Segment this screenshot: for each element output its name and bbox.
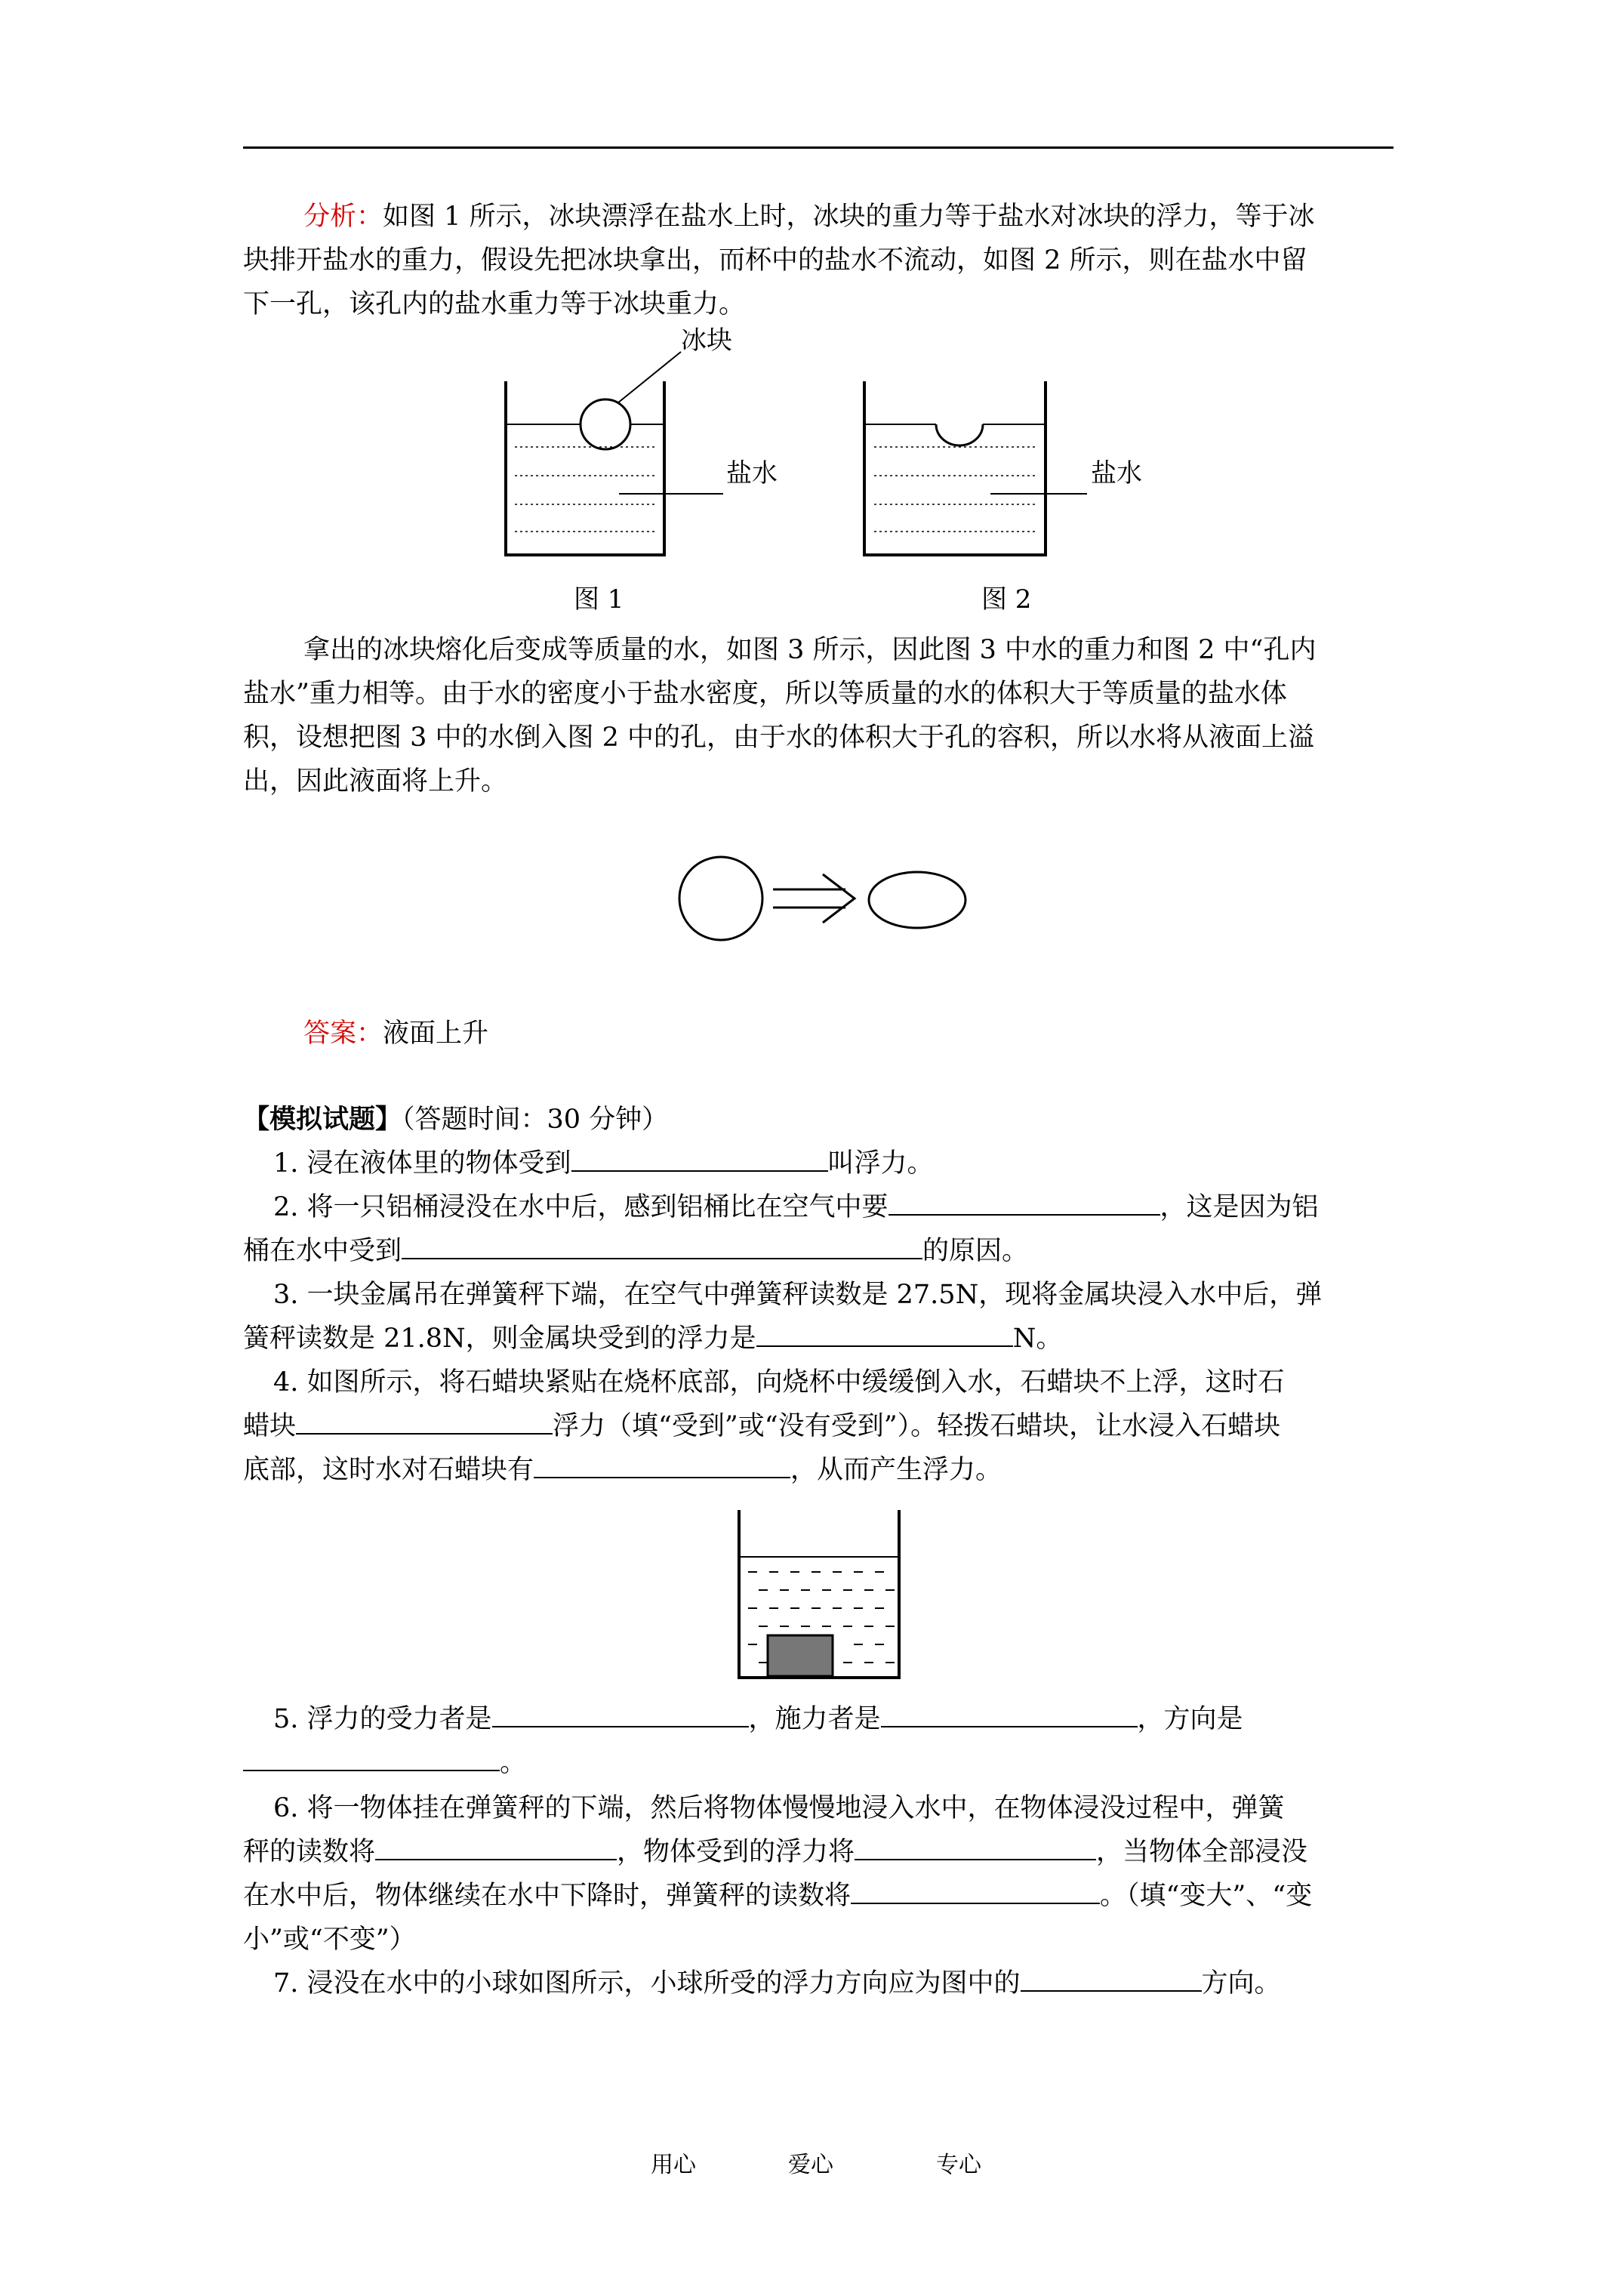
analysis-paragraph: 分析：如图 1 所示，冰块漂浮在盐水上时，冰块的重力等于盐水对冰块的浮力，等于冰 块排开盐水的重力，假设先把冰块拿出，而杯中的盐水不流动，如图 2 所示，则在盐水中留 下一孔，该孔内的盐水重力等于冰块重力。	[243, 202, 1315, 319]
answer-blank[interactable]	[571, 1145, 828, 1172]
answer-blank[interactable]	[851, 1877, 1100, 1904]
footer-item: 专心	[936, 2152, 981, 2178]
question-7: 7. 浸没在水中的小球如图所示，小球所受的浮力方向应为图中的 方向。	[243, 1962, 1394, 2005]
explanation-paragraph: 拿出的冰块熔化后变成等质量的水，如图 3 所示，因此图 3 中水的重力和图 2 中“孔内 盐水”重力相等。由于水的密度小于盐水密度，所以等质量的水的体积大于等质量的盐水体 积，设想把图 3 中的水倒入图 2 中的孔，由于水的体积大于孔的容积，所以水将从液面上溢 出，因此液面将上升。	[243, 635, 1317, 797]
answer-line	[243, 1012, 1394, 1056]
answer-blank[interactable]	[881, 1700, 1138, 1727]
footer-item: 用心	[651, 2152, 696, 2178]
paraffin-block	[768, 1635, 833, 1676]
footer-item: 爱心	[788, 2152, 833, 2178]
figure-3	[672, 846, 974, 959]
question-3: 3. 一块金属吊在弹簧秤下端，在空气中弹簧秤读数是 27.5N，现将金属块浸入水中后，弹 簧秤读数是 21.8N，则金属块受到的浮力是 N。	[243, 1280, 1323, 1354]
figure-2-caption: 图 2	[981, 584, 1032, 615]
question-1: 1. 浸在液体里的物体受到 叫浮力。	[243, 1142, 1394, 1185]
section-title: 【模拟试题】（答题时间：30 分钟）	[243, 1104, 669, 1135]
answer-blank[interactable]	[375, 1833, 617, 1860]
figure-2-beaker	[864, 381, 1087, 555]
answer-blank[interactable]	[1021, 1965, 1202, 1992]
figure-1-beaker	[506, 352, 723, 555]
question-4: 4. 如图所示，将石蜡块紧贴在烧杯底部，向烧杯中缓缓倒入水，石蜡块不上浮，这时石 蜡块 浮力（填“受到”或“没有受到”）。轻拨石蜡块，让水浸入石蜡块 底部，这时水对石蜡块有 ，从而产生浮力。	[243, 1367, 1285, 1485]
question-5: 5. 浮力的受力者是 ，施力者是 ，方向是 。	[243, 1697, 1394, 1785]
answer-blank[interactable]	[756, 1320, 1013, 1347]
answer-blank[interactable]	[243, 1744, 500, 1771]
answer-label: 答案：	[303, 1019, 383, 1049]
hole-shape	[936, 424, 983, 445]
ice-sphere-shape	[679, 857, 762, 940]
answer-blank[interactable]	[492, 1700, 749, 1727]
ice-block-shape	[581, 399, 630, 449]
salt-water-label-2: 盐水	[1091, 458, 1142, 488]
arrow-icon	[773, 874, 855, 923]
question-6: 6. 将一物体挂在弹簧秤的下端，然后将物体慢慢地浸入水中，在物体浸没过程中，弹簧 秤的读数将 ，物体受到的浮力将 ，当物体全部浸没 在水中后，物体继续在水中下降时，弹簧秤的读数将 。（填“变大”、“变 小”或“不变”）	[243, 1793, 1313, 1955]
answer-blank[interactable]	[855, 1833, 1096, 1860]
water-shape	[869, 872, 965, 928]
answer-blank[interactable]	[296, 1407, 553, 1435]
question-2: 2. 将一只铝桶浸没在水中后，感到铝桶比在空气中要 ，这是因为铝 桶在水中受到 的原因。	[243, 1185, 1394, 1273]
analysis-label: 分析：	[303, 202, 383, 232]
header-rule	[243, 146, 1394, 149]
answer-text: 液面上升	[383, 1019, 489, 1049]
answer-blank[interactable]	[534, 1451, 790, 1478]
figure-1-caption: 图 1	[574, 584, 624, 615]
answer-blank[interactable]	[888, 1188, 1160, 1216]
salt-water-label-1: 盐水	[726, 458, 778, 488]
figure-1-2	[483, 325, 1163, 627]
answer-blank[interactable]	[402, 1232, 922, 1259]
figure-paraffin-beaker	[728, 1502, 910, 1684]
ice-label: 冰块	[681, 325, 732, 356]
